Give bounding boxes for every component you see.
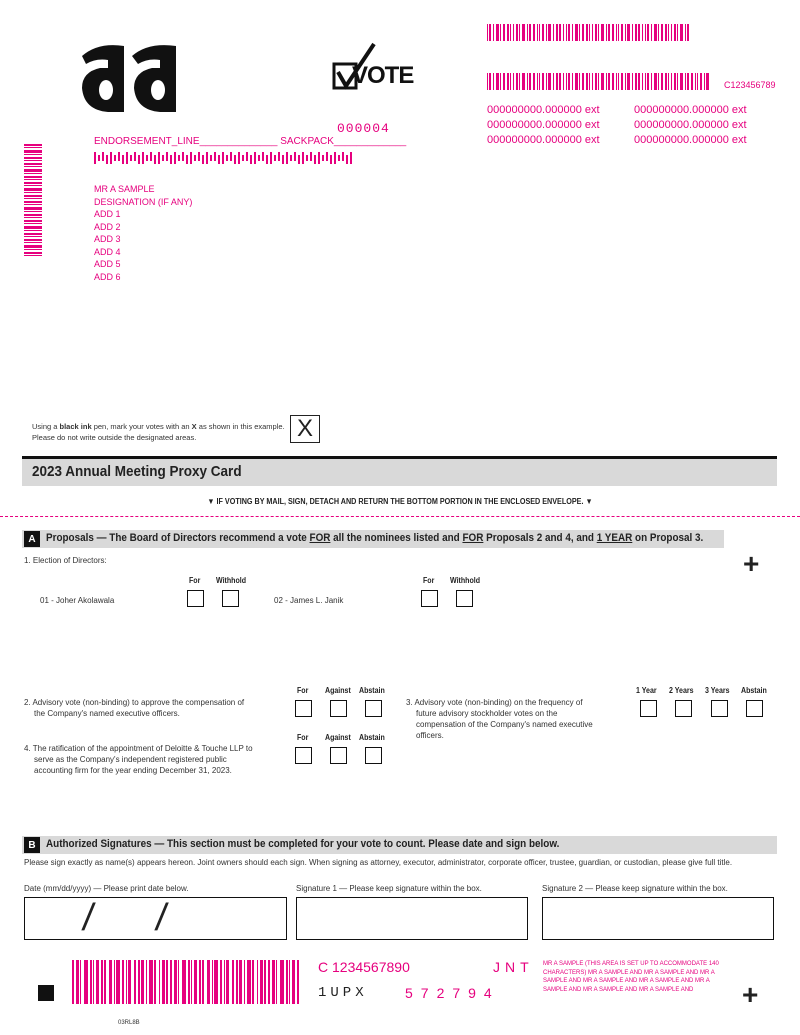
section-b-letter: B — [24, 837, 40, 853]
col-3-years: 3 Years — [705, 686, 730, 695]
endorsement-line: ENDORSEMENT_LINE______________ SACKPACK_____________ — [94, 136, 407, 147]
proposal-line: 4. The ratification of the appointment of Deloitte & Touche LLP to — [24, 744, 253, 753]
title-part: Proposals — The Board of Directors recommend a vote — [46, 532, 310, 544]
date-separator: / — [153, 897, 170, 939]
marking-instructions — [32, 421, 285, 443]
address-line: ADD 4 — [94, 246, 121, 257]
ext-line: 000000000.000000 ext — [487, 134, 600, 146]
upx-code: 1UPX — [318, 985, 368, 1001]
instr-text: pen, mark your votes with an — [91, 422, 192, 431]
example-mark-box: X — [290, 415, 320, 443]
ext-line: 000000000.000000 ext — [487, 119, 600, 131]
col-1-year: 1 Year — [636, 686, 657, 695]
proposal-line: accounting firm for the year ending December 31, 2023. — [34, 766, 232, 775]
proposal-4-against-checkbox[interactable] — [330, 747, 347, 764]
address-line: ADD 2 — [94, 221, 121, 232]
proposal-line: compensation of the Company's named executive — [416, 720, 593, 729]
col-against: Against — [325, 733, 351, 742]
proposal-3-text — [406, 697, 593, 741]
col-withhold: Withhold — [450, 576, 481, 585]
title-part: FOR — [309, 532, 331, 544]
proposal-3-3years-checkbox[interactable] — [711, 700, 728, 717]
detach-note: ▼ IF VOTING BY MAIL, SIGN, DETACH AND RETURN THE BOTTOM PORTION IN THE ENCLOSED ENVELOPE. ▼ — [207, 497, 593, 506]
form-code: 03RL8B — [118, 1020, 140, 1026]
date-label: Date (mm/dd/yyyy) — Please print date below. — [24, 884, 189, 893]
nominee-01: 01 - Joher Akolawala — [40, 596, 115, 605]
mailing-address — [94, 183, 192, 283]
proposal-2-against-checkbox[interactable] — [330, 700, 347, 717]
section-a-letter: A — [24, 531, 40, 547]
proposal-line: future advisory stockholder votes on the — [416, 709, 558, 718]
ext-line: 000000000.000000 ext — [487, 104, 600, 116]
registration-name-block: MR A SAMPLE (THIS AREA IS SET UP TO ACCOMMODATE 140 CHARACTERS) MR A SAMPLE AND MR A SAMPLE AND MR A SAMPLE AND MR A SAMPLE AND MR A SAMPLE AND MR A SAMPLE AND MR A SAMPLE AND MR A SAMPLE AND — [543, 961, 719, 993]
sequence-bottom: 572794 — [405, 985, 500, 1001]
barcode-top — [487, 24, 693, 41]
postal-barcode — [94, 152, 356, 164]
address-line: MR A SAMPLE — [94, 184, 155, 194]
nominee-02: 02 - James L. Janik — [274, 596, 344, 605]
control-number-top: C123456789 — [724, 80, 776, 90]
instr-line2: Please do not write outside the designated areas. — [32, 433, 197, 442]
section-a-title — [46, 532, 703, 544]
proposal-3-abstain-checkbox[interactable] — [746, 700, 763, 717]
proposal-2-abstain-checkbox[interactable] — [365, 700, 382, 717]
nominee-02-withhold-checkbox[interactable] — [456, 590, 473, 607]
jnt-code: JNT — [493, 959, 534, 975]
election-label: 1. Election of Directors: — [24, 556, 107, 565]
signature-2-field[interactable] — [542, 897, 774, 940]
address-line: ADD 5 — [94, 259, 121, 269]
card-title: 2023 Annual Meeting Proxy Card — [32, 463, 242, 480]
nominee-02-for-checkbox[interactable] — [421, 590, 438, 607]
col-abstain: Abstain — [359, 686, 385, 695]
proposal-4-text — [24, 743, 253, 776]
plus-marker: + — [742, 979, 759, 1010]
col-against: Against — [325, 686, 351, 695]
registration-mark — [38, 985, 54, 1001]
col-for: For — [297, 733, 309, 742]
plus-marker: + — [743, 548, 760, 579]
col-for: For — [423, 576, 435, 585]
col-abstain: Abstain — [741, 686, 767, 695]
ext-line: 000000000.000000 ext — [634, 104, 747, 116]
proposal-4-abstain-checkbox[interactable] — [365, 747, 382, 764]
barcode-left — [24, 144, 42, 282]
proposal-line: 2. Advisory vote (non-binding) to approve the compensation of — [24, 698, 245, 707]
title-part: 1 YEAR — [596, 532, 633, 544]
instr-bold: black ink — [59, 422, 92, 431]
address-line: ADD 1 — [94, 209, 121, 219]
address-line: DESIGNATION (IF ANY) — [94, 196, 193, 207]
vote-logo-text: VOTE — [352, 62, 414, 89]
address-line: ADD 3 — [94, 234, 121, 244]
barcode-bottom — [72, 960, 302, 1004]
address-line: ADD 6 — [94, 271, 121, 282]
col-2-years: 2 Years — [669, 686, 694, 695]
control-number-bottom: C 1234567890 — [318, 959, 410, 975]
proposal-3-2years-checkbox[interactable] — [675, 700, 692, 717]
proposal-line: serve as the Company's independent registered public — [34, 755, 227, 764]
date-separator: / — [80, 897, 97, 939]
instr-bold: X — [191, 422, 197, 431]
proposal-3-1year-checkbox[interactable] — [640, 700, 657, 717]
col-withhold: Withhold — [216, 576, 247, 585]
col-abstain: Abstain — [359, 733, 385, 742]
section-b-title: Authorized Signatures — This section must be completed for your vote to count. Please date and sign below. — [46, 838, 560, 850]
title-part: all the nominees listed and — [330, 532, 463, 544]
signature-1-label: Signature 1 — Please keep signature within the box. — [296, 884, 482, 893]
ext-line: 000000000.000000 ext — [634, 134, 747, 146]
title-part: on Proposal 3. — [632, 532, 704, 544]
signature-1-field[interactable] — [296, 897, 528, 940]
nominee-01-withhold-checkbox[interactable] — [222, 590, 239, 607]
signature-2-label: Signature 2 — Please keep signature within the box. — [542, 884, 728, 893]
nominee-01-for-checkbox[interactable] — [187, 590, 204, 607]
instr-text: Using a — [32, 422, 60, 431]
barcode-top-2 — [487, 73, 715, 90]
detach-line — [0, 516, 800, 517]
proposal-2-text — [24, 697, 244, 719]
proposal-line: the Company's named executive officers. — [34, 709, 180, 718]
col-for: For — [297, 686, 309, 695]
proposal-line: 3. Advisory vote (non-binding) on the frequency of — [406, 698, 583, 707]
proposal-line: officers. — [416, 731, 444, 740]
signing-instructions: Please sign exactly as name(s) appears hereon. Joint owners should each sign. When signing as attorney, executor, administrator, corporate officer, trustee, guardian, or custodian, please give full title. — [24, 858, 733, 867]
company-logo — [78, 42, 182, 114]
title-part: FOR — [462, 532, 484, 544]
title-part: Proposals 2 and 4, and — [483, 532, 597, 544]
col-for: For — [189, 576, 201, 585]
instr-text: as shown in this example. — [196, 422, 285, 431]
proposal-4-for-checkbox[interactable] — [295, 747, 312, 764]
sequence-number: 000004 — [337, 121, 390, 136]
ext-line: 000000000.000000 ext — [634, 119, 747, 131]
proposal-2-for-checkbox[interactable] — [295, 700, 312, 717]
